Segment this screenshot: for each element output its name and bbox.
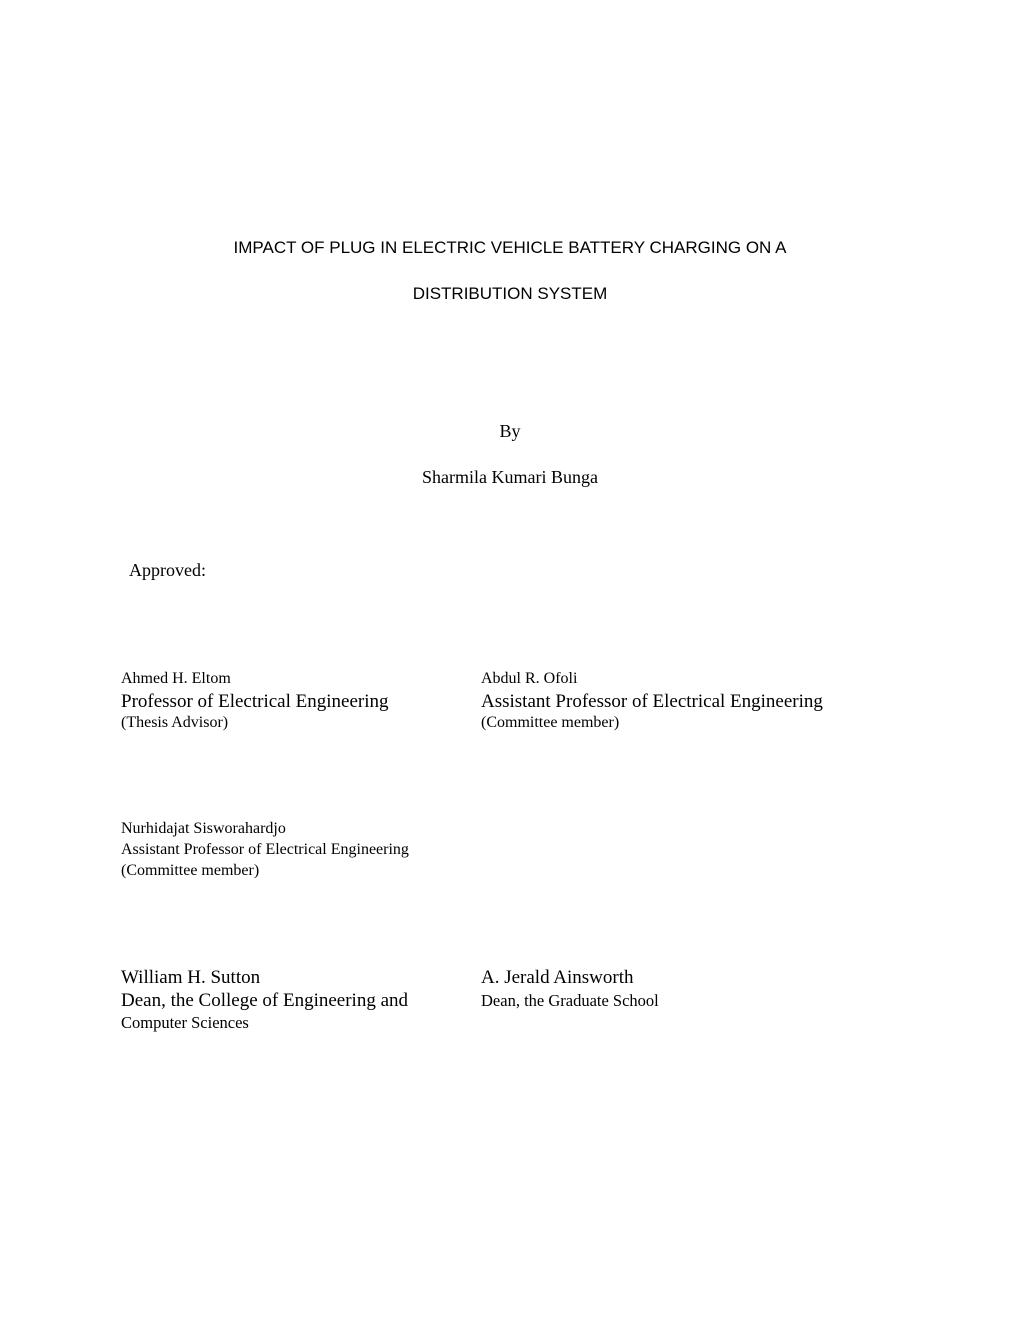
committee-member-1-name: Abdul R. Ofoli [481, 670, 578, 687]
committee-member-1-title: Assistant Professor of Electrical Engineering [481, 691, 823, 712]
dean-engineering-title-line-2: Computer Sciences [121, 1013, 249, 1032]
dean-graduate-name: A. Jerald Ainsworth [481, 967, 634, 988]
dean-engineering-name: William H. Sutton [121, 967, 261, 988]
thesis-title-line-2: DISTRIBUTION SYSTEM [412, 284, 608, 303]
advisor-role: (Thesis Advisor) [121, 714, 229, 731]
committee-member-1-role: (Committee member) [481, 714, 620, 731]
advisor-title: Professor of Electrical Engineering [121, 691, 389, 712]
author-name: Sharmila Kumari Bunga [422, 467, 598, 487]
committee-member-2-name: Nurhidajat Sisworahardjo [121, 820, 286, 837]
committee-member-2-role: (Committee member) [121, 862, 260, 879]
committee-member-2-title: Assistant Professor of Electrical Engineering [121, 841, 409, 858]
dean-engineering-title-line-1: Dean, the College of Engineering and [121, 990, 409, 1011]
advisor-name: Ahmed H. Eltom [121, 670, 231, 687]
thesis-title-line-1: IMPACT OF PLUG IN ELECTRIC VEHICLE BATTERY CHARGING ON A [233, 238, 787, 257]
approved-label: Approved: [129, 560, 206, 580]
by-label: By [499, 421, 521, 441]
dean-graduate-title: Dean, the Graduate School [481, 991, 659, 1010]
